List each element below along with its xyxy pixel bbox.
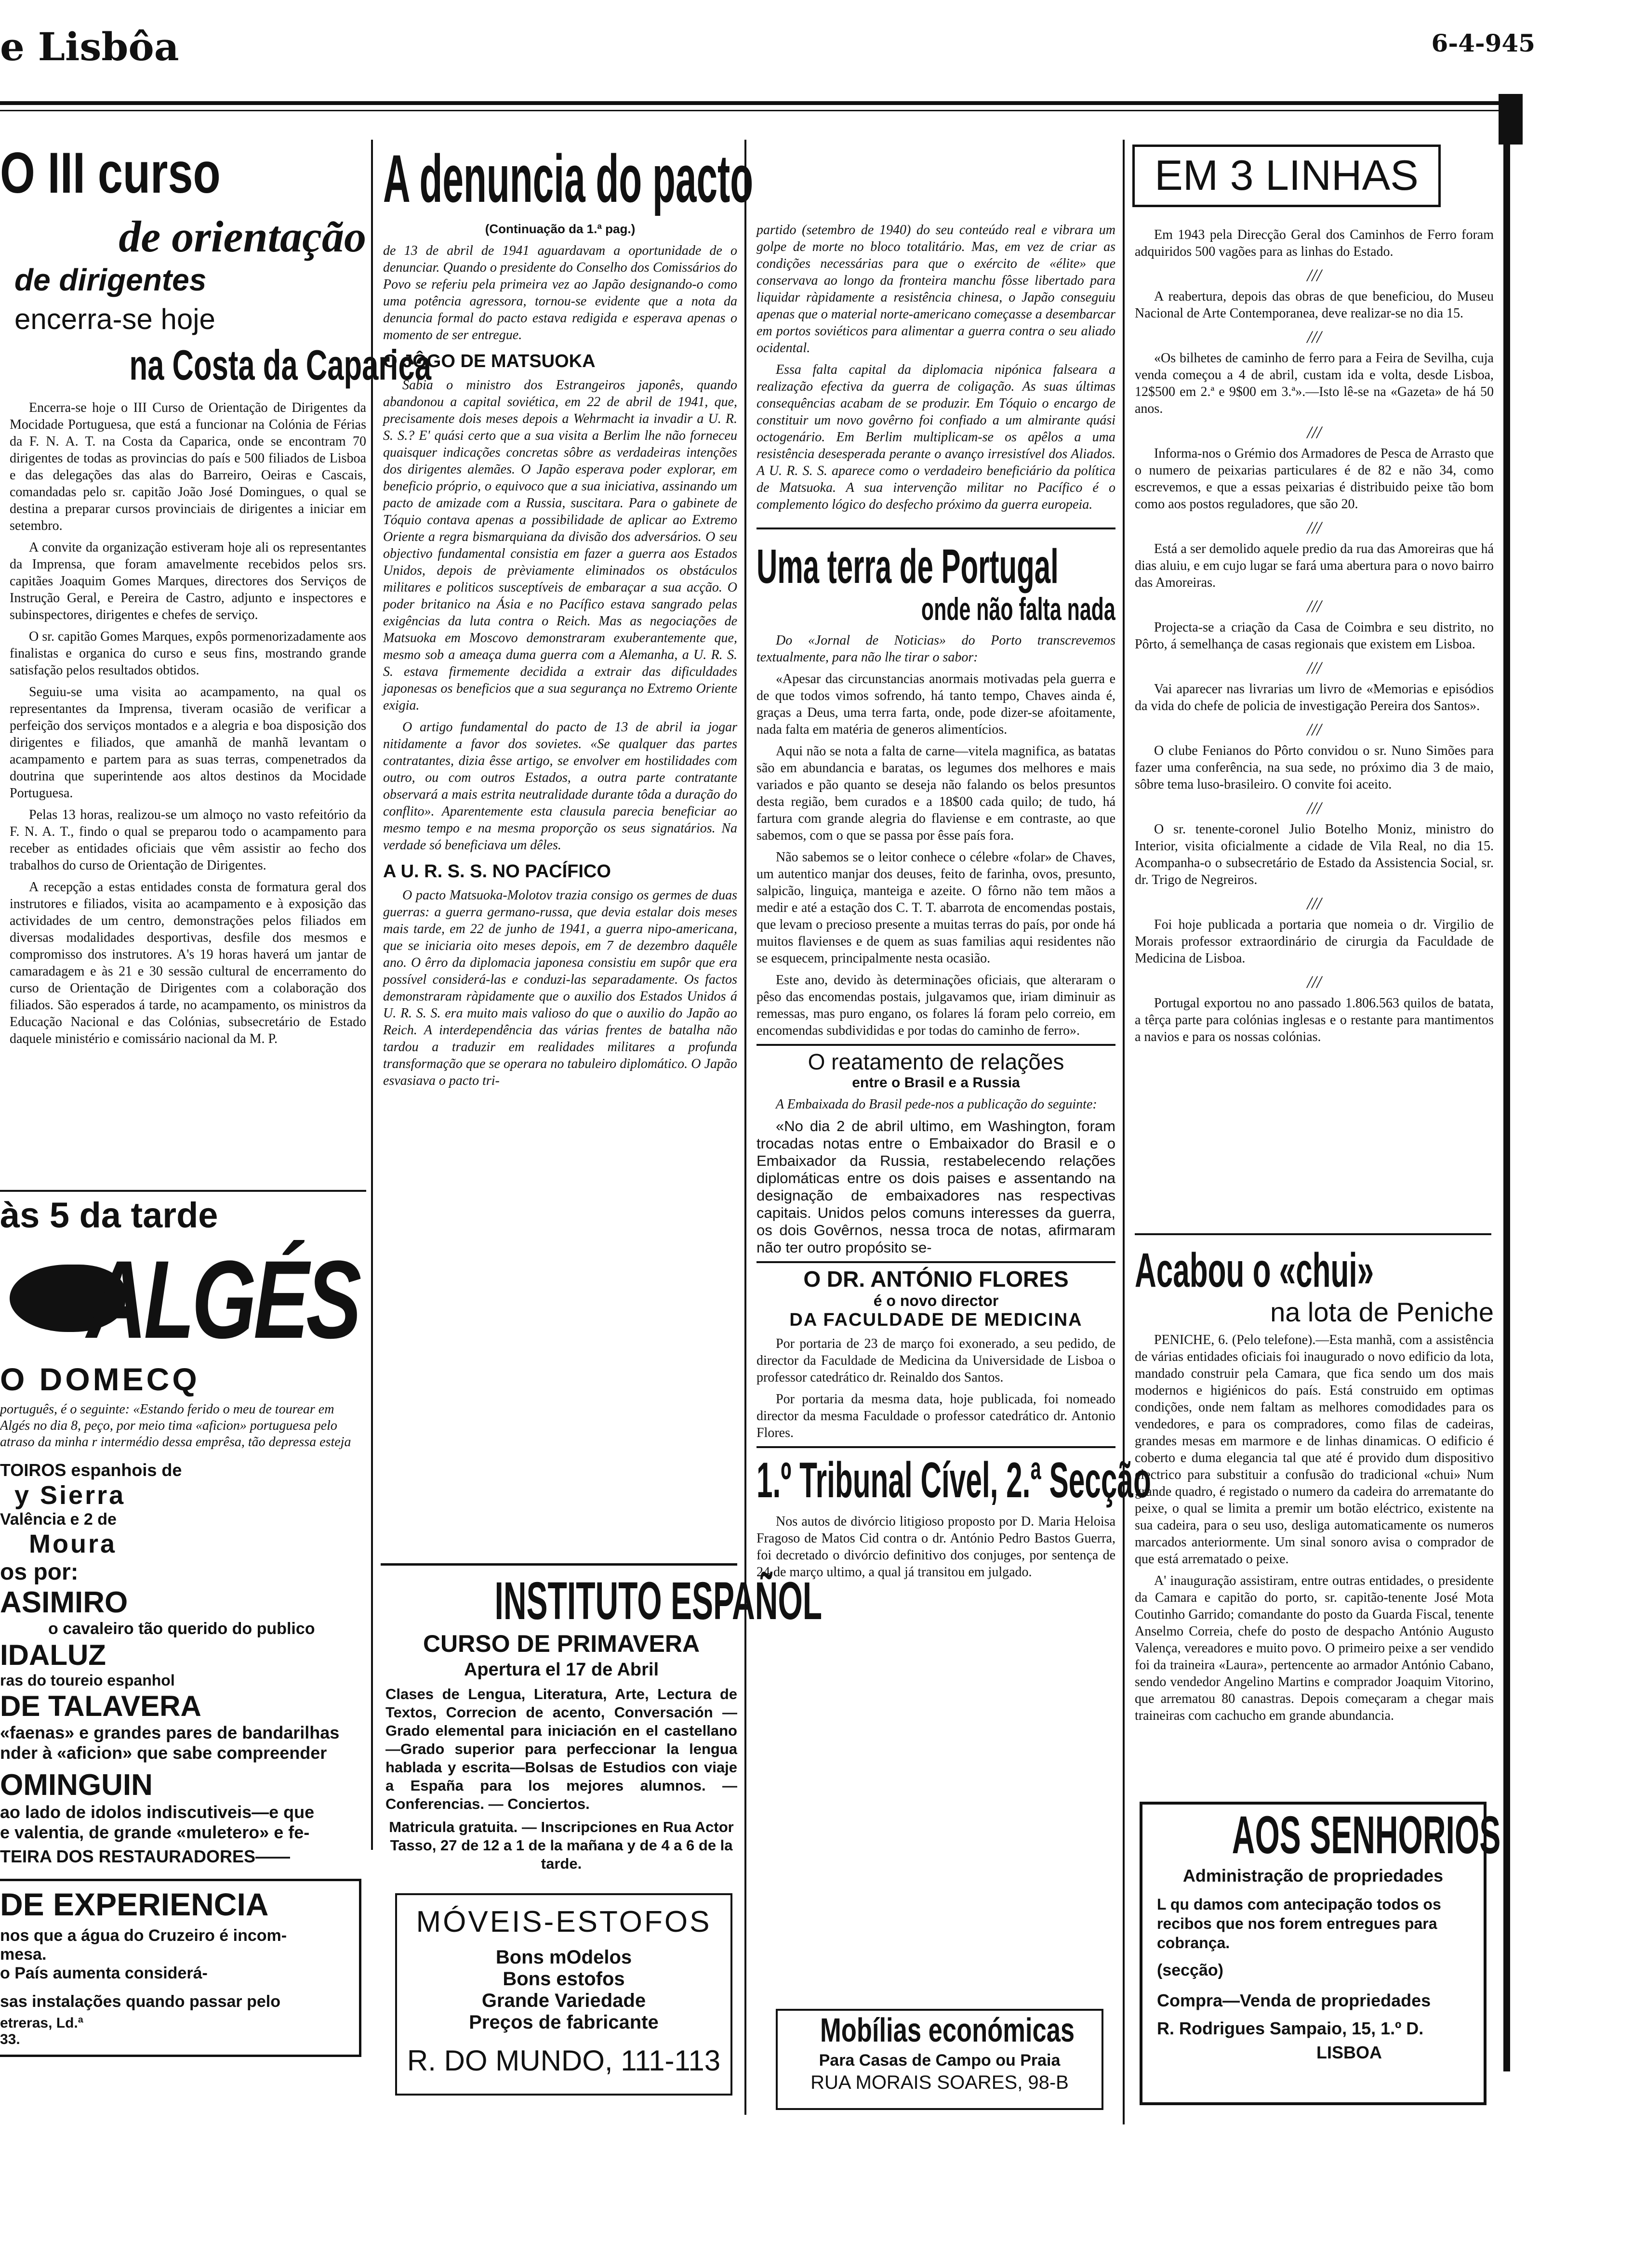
experiencia-line: o País aumenta considerá- xyxy=(0,1964,208,1982)
senhorios-city: LISBOA xyxy=(1316,2043,1382,2062)
news-item: Projecta-se a criação da Casa de Coimbra e seu distrito, no Pôrto, á semelhança de casas regionais que existem em Lisboa. xyxy=(1135,620,1494,652)
flores-paragraph: Por portaria da mesma data, hoje publicada, foi nomeado director da mesma Faculdade o professor catedrático dr. Antonio Flores. xyxy=(757,1392,1115,1440)
denuncia-paragraph: O pacto Matsuoka-Molotov trazia consigo os germes de duas guerras: a guerra germano-russa, que devia estalar dois meses mais tarde, em 22 de junho de 1941, a guerra nipo-americana, que se iniciaria oito meses depois, em 7 de dezembro daquêle ano. O êrro da diplomacia japonesa consistiu em supôr que era possível considerá-las e conduzi-las separadamente. Os factos demonstraram ràpidamente que o auxilio dos Estados Unidos á U. R. S. S. era muito mais valioso do que o auxilio do Japão ao Reich. A interdependência das várias frentes de batalha não tardou a traduzir em realidades militares a profunda transformação que se operara no tabuleiro diplomático. O Japão esvasiava o pacto tri- xyxy=(383,888,737,1088)
moveis-line: Bons mOdelos xyxy=(495,1947,632,1968)
column-3 xyxy=(757,140,1151,2124)
denuncia-continuation-paragraph: Essa falta capital da diplomacia nipónica falseara a realização efectiva da guerra de coligação. As suas últimas consequências acabam de se produzir. Em Tóquio o encargo de constituir um novo govêrno foi confiado a um almirante quási octogenário. Em Berlim multiplicam-se os apêlos a uma resistência desesperada perante o avanço irresistível dos Aliados. A U. R. S. S. aparece como o verdadeiro beneficiário da política de Matsuoka. A sua intervenção militar no Pacífico é o complemento lógico do desfecho próximo da guerra europeia. xyxy=(757,362,1115,512)
article-denuncia xyxy=(383,140,754,1330)
instituto-title: INSTITUTO ESPAÑOL xyxy=(494,1571,823,1631)
ad-mobilias xyxy=(776,2009,1103,2110)
em3linhas-title: EM 3 LINHAS xyxy=(1155,151,1419,199)
moveis-title: MÓVEIS-ESTOFOS xyxy=(416,1905,712,1938)
separator: /// xyxy=(1307,265,1322,285)
alges-line: y Sierra xyxy=(14,1481,126,1510)
em3linhas-list xyxy=(1135,226,1494,1228)
chaves-headline: Uma terra de Portugal xyxy=(757,540,1059,593)
denuncia-paragraph: de 13 de abril de 1941 aguardavam a oportunidade de o denunciar. Quando o presidente do Conselho dos Comissários do Povo se referiu pela primeira vez ao Japão designando-o como uma potência agressora, tornou-se evidente que a nota da denuncia formal do pacto estava redigida e esperava apenas o momento de ser entregue. xyxy=(383,243,737,343)
alges-line: Moura xyxy=(29,1530,117,1558)
curso-headline-5: na Costa da Caparica xyxy=(129,341,431,389)
chui-paragraph: A' inauguração assistiram, entre outras entidades, o presidente da Camara e capitão do porto, sr. capitão-tenente José Mota Coutinho Garrido; comandante do posto da Guarda Fiscal, tenente Anselmo Correia, chefe do posto de despacho António Augusto Valença, vereadores e muito povo. O primeiro peixe a ser vendido foi da traineira «Laura», pertencente ao armador António Cabano, sendo vendedor Angelino Martins e comprador Joaquim Vitorino, que arrematou 80 canastras. Depois começaram a chegar mais traineiras com cachucho em grande abundancia. xyxy=(1135,1573,1494,1723)
ad-experiencia xyxy=(0,1879,361,2057)
alges-logo-text: ALGÉS xyxy=(87,1238,359,1361)
moveis-line: Preços de fabricante xyxy=(469,2012,659,2033)
corner-mark xyxy=(1499,94,1523,145)
news-item: Vai aparecer nas livrarias um livro de «Memorias e episódios da vida do chefe de policia de investigação Pereira dos Santos». xyxy=(1135,682,1494,713)
alges-time: às 5 da tarde xyxy=(0,1195,218,1235)
denuncia-continuation: (Continuação da 1.ª pag.) xyxy=(485,222,636,236)
alges-line: IDALUZ xyxy=(0,1639,106,1671)
senhorios-section: (secção) xyxy=(1157,1961,1223,1979)
brasil-paragraph: «No dia 2 de abril ultimo, em Washington, foram trocadas notas entre o Embaixador do Brasil e o Embaixador da Russia, restabelecendo relações diplomáticas entre os dois paises e assentando na designação de embaixadores nas respectivas capitais. Unidos pelos comuns interesses da guerra, os dois Govêrnos, nessa troca de notas, afirmaram não ter outro propósito se- xyxy=(757,1118,1115,1256)
curso-paragraph: A recepção a estas entidades consta de formatura geral dos instrutores e filiados, visita ao acampamento e à exposição das actividades de um centro, demonstrações pelos filiados em diversas modalidades desportivas, desfile dos mesmos e compromisso dos instrutores. A's 19 horas haverá um jantar de camaradagem e às 21 e 30 sessão cultural de encerramento do curso de Orientação de Dirigentes com a colaboração dos filiados. São esperados á tarde, no acampamento, os ministros da Educação Nacional e das Colónias, subsecretário de Estado daquele ministério e comissário nacional da M. P. xyxy=(10,880,366,1046)
separator: /// xyxy=(1307,422,1322,442)
alges-line: Valência e 2 de xyxy=(0,1510,117,1529)
chaves-intro: Do «Jornal de Noticias» do Porto transcrevemos textualmente, para não lhe tirar o sabor: xyxy=(757,633,1115,665)
flores-paragraph: Por portaria de 23 de março foi exonerado, a seu pedido, de director da Faculdade de Medicina da Universidade de Lisboa o professor catedrático dr. Reinaldo dos Santos. xyxy=(757,1336,1115,1385)
senhorios-sub: Administração de propriedades xyxy=(1182,1866,1444,1886)
curso-paragraph: O sr. capitão Gomes Marques, expôs pormenorizadamente aos finalistas e organica do curso e seus fins, mostrando grande satisfação pelos resultados obtidos. xyxy=(10,629,366,678)
curso-paragraph: Pelas 13 horas, realizou-se um almoço no vasto refeitório da F. N. A. T., findo o qual se preparou todo o acampamento para receber as entidades oficiais que vêm assistir ao fecho dos trabalhos do curso de Orientação de Dirigentes. xyxy=(10,807,366,873)
senhorios-title: AOS SENHORIOS xyxy=(1232,1806,1501,1865)
instituto-date: Apertura el 17 de Abril xyxy=(464,1660,659,1680)
separator: /// xyxy=(1307,798,1322,818)
experiencia-title: DE EXPERIENCIA xyxy=(0,1886,269,1922)
brasil-intro: A Embaixada do Brasil pede-nos a publicação do seguinte: xyxy=(776,1097,1097,1112)
chui-paragraph: PENICHE, 6. (Pelo telefone).—Esta manhã, com a assistência de várias entidades oficiais foi inaugurado o novo edificio da lota, mandado construir pela Camara, que fica sendo um dos mais modernos e higiénicos do país. Está construido em optimas condições, onde nem faltam as melhores comodidades para os vendedores, e para os compradores, como filas de cadeiras, grandes mesas em marmore e de linhas dinamicas. O edificio é coberto e duma elegancia tal que até é provido dum dispositivo electrico para substituir a confusão do tradicional «chui» Num grande quadro, é registado o numero da cadeira do arrematante do peixe, o qual se limita a premir um botão eléctrico, existente na sua cadeira, para o seu uso, desliga automaticamente os numeros marcados anteriormente. Um sinal sonoro avisa o comprador de que está arrematado o peixe. xyxy=(1135,1332,1494,1567)
mobilias-line: Para Casas de Campo ou Praia xyxy=(819,2051,1061,2070)
alges-line: o cavaleiro tão querido do publico xyxy=(48,1620,315,1638)
chui-headline: Acabou o «chui» xyxy=(1135,1243,1374,1297)
brasil-headline: O reatamento de relações xyxy=(808,1049,1064,1074)
alges-line: ras do toureio espanhol xyxy=(0,1672,175,1689)
chaves-paragraph: «Apesar das circunstancias anormais motivadas pela guerra e de que todos vimos sofrendo, há tanto tempo, Chaves ainda é, graças a Deus, uma terra farta, onde, pode dizer-se afoitamente, nada falta em matéria de generos alimentícios. xyxy=(757,672,1115,737)
alges-domecq: O DOMECQ xyxy=(0,1361,200,1397)
chaves-paragraph: Não sabemos se o leitor conhece o célebre «folar» de Chaves, um autentico manjar dos deuses, feito de farinha, ovos, presunto, salpicão, linguiça, manteiga e azeite. O fôrno não tem mãos a medir e até a estação dos C. T. T. abarrota de encomendas postais, que levam o precioso presente a muitas terras do país, por onde há muitos flavienses e de quem as suas familias aqui residentes não se esquecem, principalmente nesta ocasião. xyxy=(757,850,1115,966)
ad-moveis xyxy=(395,1893,732,2096)
curso-paragraph: A convite da organização estiveram hoje ali os representantes da Imprensa, que foram amavelmente recebidos pelos srs. capitães Joaquim Gomes Marques, directores dos Serviços de Instrução Geral, e Pereira de Castro, adjunto e inspectores e subinspectores, dirigentes e chefes de serviço. xyxy=(10,540,366,622)
flores-headline-2: é o novo director xyxy=(873,1292,999,1309)
curso-headline-1: O III curso xyxy=(0,141,221,205)
alges-line: e valentia, de grande «muletero» e fe- xyxy=(0,1822,310,1842)
denuncia-headline: A denuncia do pacto xyxy=(383,141,754,216)
experiencia-line: etreras, Ld.ª xyxy=(0,2015,83,2031)
denuncia-subhead: A U. R. S. S. NO PACÍFICO xyxy=(383,861,611,882)
denuncia-continuation-paragraph: partido (setembro de 1940) do seu conteúdo real e vibrara um golpe de morte no bloco totalitário. Mas, em vez de criar as condições necessárias para que o exército de «élite» que conservava ao longo da fronteira manchu fôsse libertado para liquidar ràpidamente a resistência chinesa, o Japão conseguiu apenas que o material norte-americano começasse a desembarcar em portos soviéticos para alimentar a guerra contra o seu aliado ocidental. xyxy=(757,223,1115,356)
alges-line: nder à «aficion» que sabe compreender xyxy=(0,1743,327,1763)
denuncia-paragraph: O artigo fundamental do pacto de 13 de abril ia jogar nitidamente a favor dos sovietes. «Se qualquer das partes contratantes, dizia êsse artigo, se envolver em hostilidades com outro, ou com outros Estados, a outra parte contratante observará a mais estrita neutralidade durante tôda a duração do conflito». Aparentemente esta clausula parecia beneficiar ao mesmo tempo e na mesma proporção os seus signatários. Na verdade só beneficiava um dêles. xyxy=(383,720,737,853)
col2-rule xyxy=(381,1563,737,1566)
curso-paragraph: Encerra-se hoje o III Curso de Orientação de Dirigentes da Mocidade Portuguesa, que está a funcionar na Colónia de Férias da F. N. A. T. na Costa da Caparica, onde se encontram 70 dirigentes de todas as provincias do país e 500 filiados de Lisboa e das delegações das alas do Barreiro, Oeiras e Cascais, comandadas pelo sr. capitão João José Domingues, o qual se destina a preparar cursos provinciais de dirigentes a iniciar em setembro. xyxy=(10,400,366,533)
right-edge-bar xyxy=(1503,145,1510,2071)
divider-2 xyxy=(744,140,746,2115)
experiencia-line: 33. xyxy=(0,2031,20,2047)
separator: /// xyxy=(1307,972,1322,991)
ad-alges xyxy=(0,1195,366,1866)
chaves-headline-2: onde não falta nada xyxy=(921,591,1115,627)
curso-headline-3: de dirigentes xyxy=(14,263,207,297)
top-rule xyxy=(0,101,1499,105)
instituto-sub: CURSO DE PRIMAVERA xyxy=(423,1630,700,1657)
article-curso xyxy=(0,140,431,1200)
curso-paragraph: Seguiu-se uma visita ao acampamento, na qual os representantes da Imprensa, tiveram ocasião de verificar a perfeição dos serviços montados e a alegria e boa disposição dos dirigentes e filiados, que amanhã de manhã levantam o acampamento e partem para as suas terras, compenetrados da doutrina que superintende aos altos destinos da Mocidade Portuguesa. xyxy=(10,685,366,801)
alges-line: ASIMIRO xyxy=(0,1586,128,1619)
instituto-matricula: Matricula gratuita. — Inscripciones en Rua Actor Tasso, 27 de 12 a 1 de la mañana y de 4 a 6 de la tarde. xyxy=(389,1819,734,1872)
senhorios-body: L qu damos com antecipação todos os recibos que nos forem entregues para cobrança. xyxy=(1157,1896,1441,1952)
alges-line: DE TALAVERA xyxy=(0,1690,201,1722)
alges-logo xyxy=(0,1236,366,1361)
news-item: Portugal exportou no ano passado 1.806.563 quilos de batata, a têrça parte para colónias inglesas e o restante para mantimentos a navios e para os nossas colónias. xyxy=(1135,996,1494,1044)
separator: /// xyxy=(1307,894,1322,913)
alges-line: TOIROS espanhois de xyxy=(0,1460,182,1480)
separator: /// xyxy=(1307,658,1322,677)
news-item: O sr. tenente-coronel Julio Botelho Moniz, ministro do Interior, visita oficialmente a cidade de Vila Real, no dia 15. Acompanha-o o subsecretário de Estado da Assistencia Social, sr. dr. Trigo de Negreiros. xyxy=(1135,822,1494,887)
moveis-line: Bons estofos xyxy=(503,1968,625,1990)
ad-instituto xyxy=(385,1570,823,1872)
separator: /// xyxy=(1307,327,1322,346)
alges-line: TEIRA DOS RESTAURADORES—— xyxy=(0,1846,291,1866)
tribunal-headline: 1.º Tribunal Cível, 2.ª Secção xyxy=(757,1452,1151,1508)
news-item: O clube Fenianos do Pôrto convidou o sr. Nuno Simões para fazer uma conferência, na sua sede, no próximo dia 3 de maio, sôbre tema luso-brasileiro. O convite foi aceito. xyxy=(1135,743,1494,792)
senhorios-line: Compra—Venda de propriedades xyxy=(1157,1991,1431,2010)
experiencia-line: nos que a água do Cruzeiro é incom- xyxy=(0,1926,287,1945)
ad-senhorios xyxy=(1140,1802,1501,2105)
chui-headline-2: na lota de Peniche xyxy=(1270,1297,1494,1327)
moveis-address: R. DO MUNDO, 111-113 xyxy=(407,2044,721,2077)
mobilias-address: RUA MORAIS SOARES, 98-B xyxy=(810,2072,1069,2093)
flores-headline: O DR. ANTÓNIO FLORES xyxy=(803,1266,1069,1292)
news-item: Foi hoje publicada a portaria que nomeia o dr. Virgilio de Morais professor extraordinário de cirurgia da Faculdade de Medicina de Lisboa. xyxy=(1135,917,1494,966)
instituto-body: Clases de Lengua, Literatura, Arte, Lectura de Textos, Correcion de acento, Conversación — Grado elemental para iniciación en el castellano—Grado superior para perfeccionar la lengua hablada y escrita—Bolsas de Estudios con viaje a España para los mejores alumnos. — Conferencias. — Conciertos. xyxy=(385,1686,737,1812)
chaves-paragraph: Este ano, devido às determinações oficiais, que alteraram o pêso das encomendas postais, julgavamos que, iriam diminuir as remessas, mas puro engano, os folares lá foram pelo correio, em encomendas subdivididas e por todas do caminho de ferro». xyxy=(757,973,1115,1038)
brasil-headline-2: entre o Brasil e a Russia xyxy=(852,1075,1020,1091)
news-item: Em 1943 pela Direcção Geral dos Caminhos de Ferro foram adquiridos 500 vagões para as linhas do Estado. xyxy=(1135,227,1494,259)
curso-headline-2: de orientação xyxy=(119,212,366,261)
denuncia-subhead: O JÔGO DE MATSUOKA xyxy=(383,351,596,371)
divider-3 xyxy=(1123,140,1125,2124)
alges-desc: português, é o seguinte: «Estando ferido o meu de tourear em Algés no dia 8, peço, por meio tima «aficion» portuguesa pelo atraso da minha r intermédio dessa emprêsa, tão depressa esteja xyxy=(0,1402,351,1450)
tribunal-paragraph: Nos autos de divórcio litigioso proposto por D. Maria Heloisa Fragoso de Matos Cid contra o dr. António Pedro Bastos Guerra, foi decretado o divórcio definitivo dos conjuges, por sentença de 24 de março ultimo, a qual já transitou em julgado. xyxy=(757,1514,1115,1580)
experiencia-line: sas instalações quando passar pelo xyxy=(0,1992,281,2011)
chaves-paragraph: Aqui não se nota a falta de carne—vitela magnifica, as batatas são em abundancia e baratas, os legumes dos melhores e mais variados e pão quanto se deseja não falando os belos presuntos desta região, bem curados e a 18$00 cada quilo; de tudo, há fartura com grande alegria do flaviense e em contraste, ao que sabemos, com o que se passa por êsse país fora. xyxy=(757,744,1115,843)
col4-rule xyxy=(1135,1233,1491,1235)
col1-rule xyxy=(0,1190,366,1192)
alges-line: os por: xyxy=(0,1559,79,1585)
article-chui xyxy=(1135,1243,1494,1802)
separator: /// xyxy=(1307,720,1322,739)
experiencia-line: mesa. xyxy=(0,1945,47,1964)
issue-date: 6-4-945 xyxy=(1431,29,1535,57)
curso-headline-4: encerra-se hoje xyxy=(14,303,215,335)
news-item: Informa-nos o Grémio dos Armadores de Pesca de Arrasto que o numero de peixarias particulares é de 82 e não 34, como escrevemos, e que a essas peixarias é distribuido peixe tão bom como aos postos reguladores, que são 20. xyxy=(1135,446,1494,512)
top-rule-thin xyxy=(0,110,1499,111)
alges-line: «faenas» e grandes pares de bandarilhas xyxy=(0,1723,340,1742)
news-item: Está a ser demolido aquele predio da rua das Amoreiras que há dias aluiu, e em cujo lugar se fará uma abertura para o novo bairro das Amoreiras. xyxy=(1135,541,1494,590)
senhorios-address: R. Rodrigues Sampaio, 15, 1.º D. xyxy=(1157,2018,1424,2038)
em3linhas-box xyxy=(1132,145,1441,207)
alges-line: ao lado de idolos indiscutiveis—e que xyxy=(0,1802,315,1822)
flores-headline-3: DA FACULDADE DE MEDICINA xyxy=(789,1310,1083,1330)
news-item: A reabertura, depois das obras de que beneficiou, do Museu Nacional de Arte Contemporanea, deve realizar-se no dia 15. xyxy=(1135,289,1494,321)
alges-line: OMINGUIN xyxy=(0,1768,153,1802)
denuncia-paragraph: Sabia o ministro dos Estrangeiros japonês, quando abandonou a capital soviética, em 22 de abril de 1941, que, precisamente dois meses depois a Wehrmacht ia invadir a U. R. S. S.? E' quási certo que a sua visita a Berlim lhe não forneceu quaisquer indicações concretas sôbre as verdadeiras intenções dos dirigentes alemães. O Japão esperava poder explorar, em beneficio próprio, o equivoco que a sua iniciativa, assinando um pacto de amizade com a Russia, suscitara. Para o gabinete de Tóquio contava apenas a possibilidade de aplicar ao Extremo Oriente a regra bismarquiana da divisão dos adversários. O seu objectivo fundamental consistia em fazer a guerra aos Estados Unidos, depois de prèviamente eliminados os obstáculos militares e politicos susceptíveis de embaraçar a sua acção. O poder britanico na Ásia e no Pacífico estava sangrado pelas exigências da luta contra o Reich. Mas as negociações de Matsuoka em Moscovo demonstraram exuberantemente que, mesmo sob a ameaça duma guerra com a Alemanha, a U. R. S. S. estava firmemente decidida a extrair das dificuldades japonesas os beneficios que a sua segurança no Extremo Oriente exigia. xyxy=(383,378,737,713)
news-item: «Os bilhetes de caminho de ferro para a Feira de Sevilha, cuja venda começou a 4 de abril, custam ida e volta, desde Lisboa, 12$500 em 2.ª e 9$00 em 3.ª».—Isto lê-se na «Gazeta» de há 50 anos. xyxy=(1135,351,1494,416)
separator: /// xyxy=(1307,596,1322,616)
divider-1 xyxy=(371,140,373,1850)
mobilias-title: Mobílias económicas xyxy=(820,2011,1075,2049)
masthead-title: e Lisbôa xyxy=(0,24,179,69)
separator: /// xyxy=(1307,518,1322,537)
moveis-line: Grande Variedade xyxy=(481,1990,646,2011)
